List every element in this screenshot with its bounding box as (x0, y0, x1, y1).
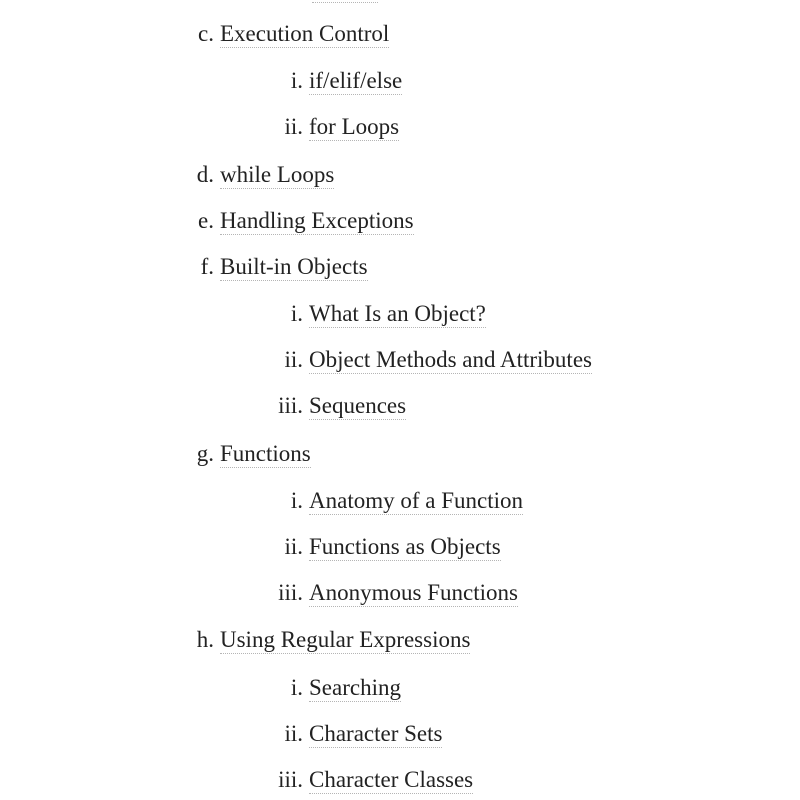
toc-link-using-regular-expressions[interactable]: Using Regular Expressions (220, 627, 470, 654)
toc-link-for-loops[interactable]: for Loops (309, 114, 399, 141)
toc-link-character-sets[interactable]: Character Sets (309, 721, 442, 748)
toc-link-sequences[interactable]: Sequences (309, 393, 406, 420)
partial-entry-underline (312, 0, 378, 3)
toc-link-character-classes[interactable]: Character Classes (309, 767, 473, 794)
toc-link-if-elif-else[interactable]: if/elif/else (309, 68, 402, 95)
toc-marker: i. (290, 68, 303, 93)
toc-marker: g. (196, 441, 214, 466)
toc-marker: i. (290, 301, 303, 326)
toc-item-anatomy-of-a-function (0, 488, 523, 518)
toc-item-object-methods-and-attributes (0, 347, 592, 377)
toc-marker: i. (290, 675, 303, 700)
toc-marker: ii. (284, 721, 303, 746)
toc-item-anonymous-functions (0, 580, 518, 610)
toc-item-sequences (0, 393, 406, 423)
toc-marker: d. (196, 162, 214, 187)
toc-item-searching (0, 675, 401, 705)
toc-item-functions-as-objects (0, 534, 501, 564)
toc-item-for-loops (0, 114, 399, 144)
toc-item-execution-control (0, 21, 389, 51)
toc-link-functions[interactable]: Functions (220, 441, 311, 468)
toc-item-built-in-objects (0, 254, 368, 284)
toc-item-handling-exceptions (0, 208, 414, 238)
toc-marker: ii. (284, 534, 303, 559)
toc-marker: ii. (284, 347, 303, 372)
toc-item-character-sets (0, 721, 442, 751)
toc-link-object-methods-and-attributes[interactable]: Object Methods and Attributes (309, 347, 592, 374)
toc-item-functions (0, 441, 311, 471)
toc-link-while-loops[interactable]: while Loops (220, 162, 334, 189)
toc-link-functions-as-objects[interactable]: Functions as Objects (309, 534, 501, 561)
toc-marker: ii. (284, 114, 303, 139)
toc-link-built-in-objects[interactable]: Built-in Objects (220, 254, 368, 281)
toc-marker: iii. (278, 767, 303, 792)
toc-link-searching[interactable]: Searching (309, 675, 401, 702)
toc-link-anonymous-functions[interactable]: Anonymous Functions (309, 580, 518, 607)
toc-link-execution-control[interactable]: Execution Control (220, 21, 389, 48)
toc-item-character-classes (0, 767, 473, 797)
toc-marker: c. (198, 21, 214, 46)
toc-marker: iii. (278, 580, 303, 605)
toc-marker: iii. (278, 393, 303, 418)
toc-marker: f. (200, 254, 214, 279)
toc-marker: e. (198, 208, 214, 233)
toc-item-what-is-an-object (0, 301, 486, 331)
toc-item-if-elif-else (0, 68, 402, 98)
toc-link-what-is-an-object[interactable]: What Is an Object? (309, 301, 486, 328)
toc-marker: h. (196, 627, 214, 652)
toc-link-handling-exceptions[interactable]: Handling Exceptions (220, 208, 414, 235)
toc-marker: i. (290, 488, 303, 513)
toc-link-anatomy-of-a-function[interactable]: Anatomy of a Function (309, 488, 523, 515)
toc-item-using-regular-expressions (0, 627, 470, 657)
toc-item-while-loops (0, 162, 334, 192)
